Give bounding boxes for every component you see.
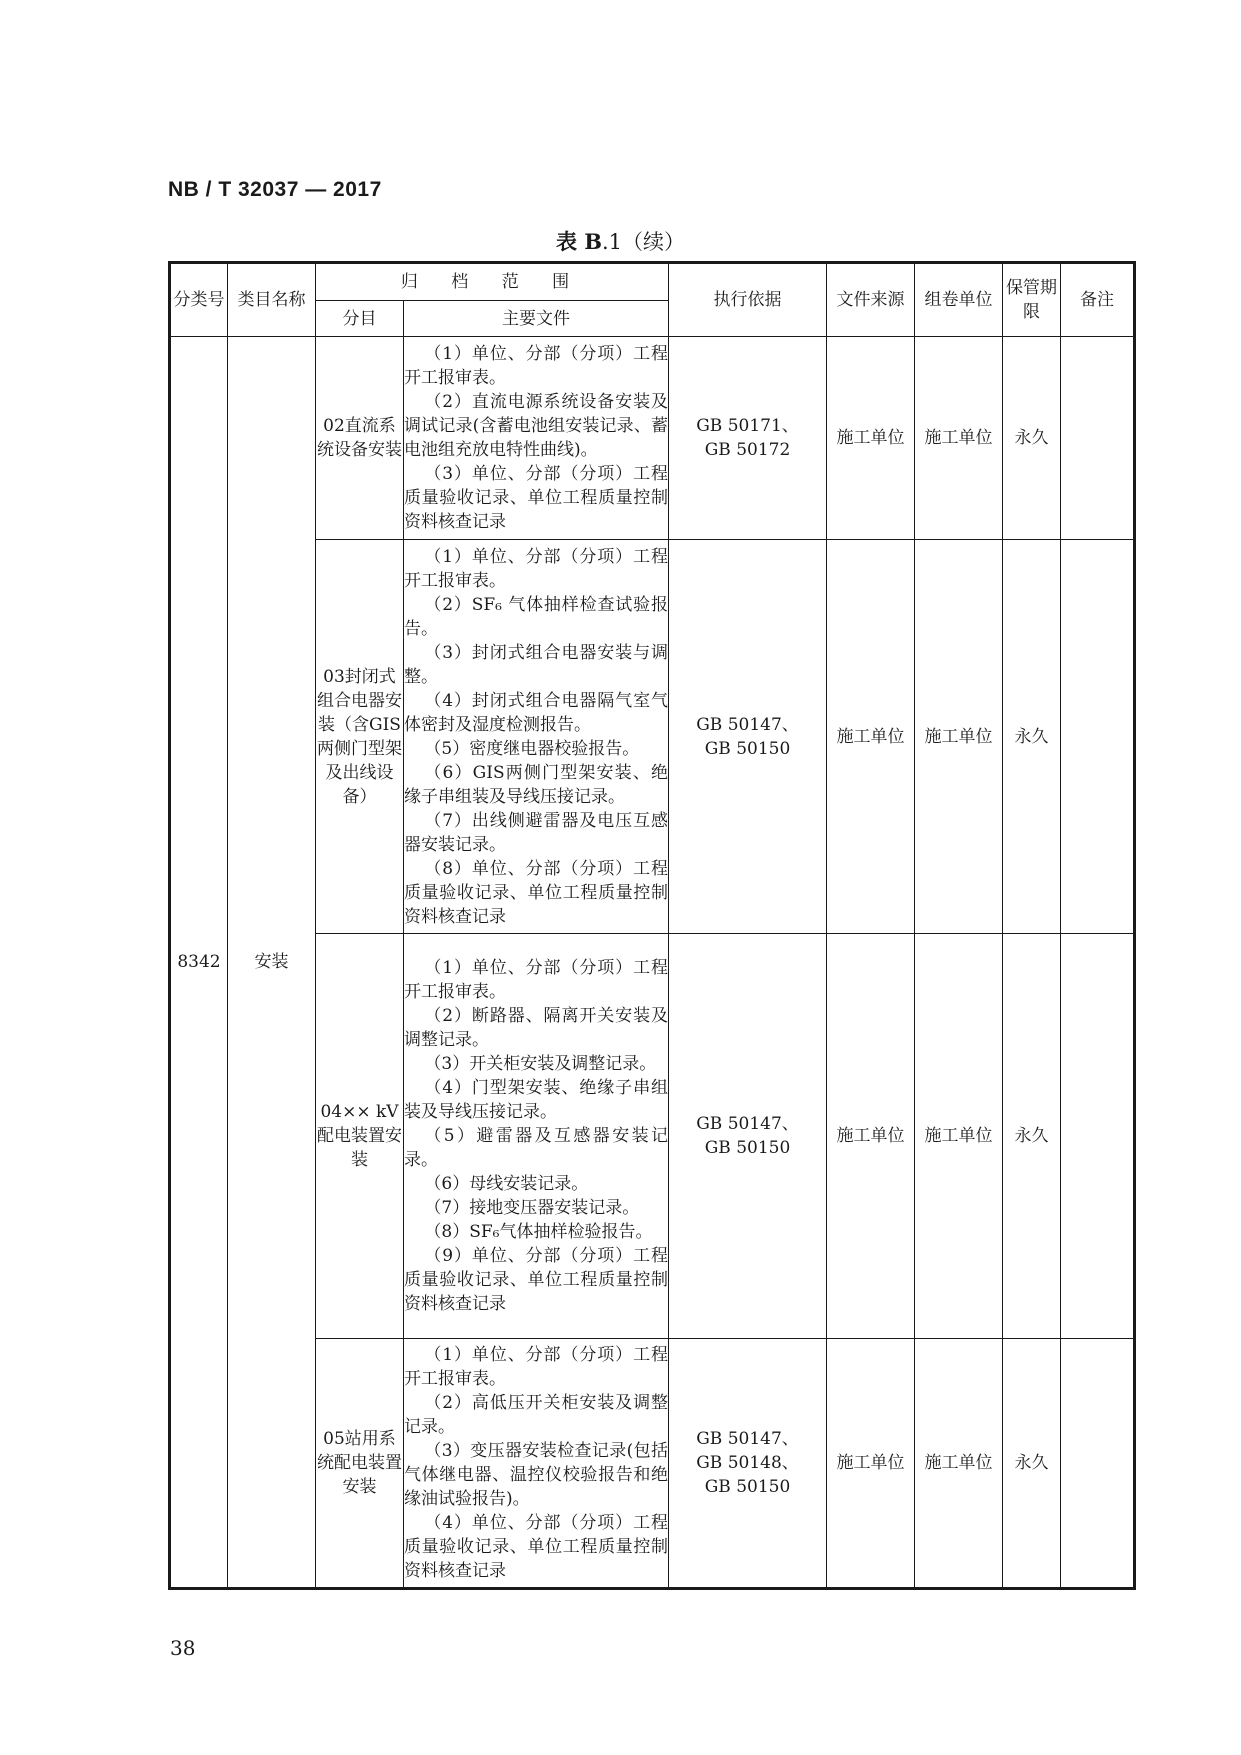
basis-line: GB 50150 — [704, 1138, 791, 1158]
basis-line: GB 50147、 — [696, 714, 799, 735]
document-item: （8）单位、分部（分项）工程质量验收记录、单位工程质量控制资料核查记录 — [404, 858, 668, 927]
document-item: （6）母线安装记录。 — [424, 1174, 589, 1194]
compiler-cell: 施工单位 — [915, 337, 1003, 540]
basis-cell — [669, 1339, 827, 1589]
document-item: （4）单位、分部（分项）工程质量验收记录、单位工程质量控制资料核查记录 — [404, 1513, 668, 1581]
documents-cell — [404, 337, 669, 540]
standard-code: NB / T 32037 — 2017 — [168, 178, 382, 201]
documents-cell — [404, 934, 669, 1339]
table-title-suffix: .1（续） — [602, 230, 686, 254]
document-item: （8）SF₆气体抽样检验报告。 — [424, 1222, 653, 1242]
basis-line: GB 50150 — [704, 738, 791, 759]
header-documents: 主要文件 — [404, 301, 669, 337]
category-name: 安装 — [228, 337, 316, 1589]
document-item: （5）避雷器及互感器安装记录。 — [404, 1126, 668, 1170]
table-title-label: 表 B — [555, 229, 602, 254]
document-item: （2）高低压开关柜安装及调整记录。 — [404, 1393, 668, 1437]
category-code: 8342 — [170, 337, 228, 1589]
document-item: （6）GIS两侧门型架安装、绝缘子串组装及导线压接记录。 — [404, 762, 668, 807]
compiler-cell: 施工单位 — [915, 934, 1003, 1339]
compiler-cell: 施工单位 — [915, 1339, 1003, 1589]
document-item: （1）单位、分部（分项）工程开工报审表。 — [404, 546, 668, 591]
remarks-cell — [1061, 1339, 1135, 1589]
header-subcategory: 分目 — [316, 301, 404, 337]
remarks-cell — [1061, 934, 1135, 1339]
basis-line: GB 50172 — [704, 440, 791, 460]
basis-line: GB 50147、 — [696, 1114, 799, 1134]
basis-line: GB 50148、 — [696, 1453, 799, 1473]
header-code: 分类号 — [170, 263, 228, 337]
compiler-cell: 施工单位 — [915, 540, 1003, 934]
table-title — [0, 226, 1241, 256]
subcategory-cell: 04×× kV配电装置安装 — [316, 934, 404, 1339]
retention-cell: 永久 — [1003, 934, 1061, 1339]
remarks-cell — [1061, 540, 1135, 934]
document-item: （3）封闭式组合电器安装与调整。 — [404, 642, 668, 687]
archive-scope-table — [168, 261, 1136, 1590]
document-item: （5）密度继电器校验报告。 — [424, 738, 640, 759]
basis-line: GB 50171、 — [696, 416, 799, 436]
source-cell: 施工单位 — [827, 934, 915, 1339]
retention-cell: 永久 — [1003, 1339, 1061, 1589]
document-item: （7）出线侧避雷器及电压互感器安装记录。 — [404, 810, 668, 855]
source-cell: 施工单位 — [827, 1339, 915, 1589]
header-compiler: 组卷单位 — [915, 263, 1003, 337]
document-item: （1）单位、分部（分项）工程开工报审表。 — [404, 344, 668, 388]
remarks-cell — [1061, 337, 1135, 540]
source-cell: 施工单位 — [827, 337, 915, 540]
document-item: （1）单位、分部（分项）工程开工报审表。 — [404, 1345, 668, 1389]
document-item: （4）门型架安装、绝缘子串组装及导线压接记录。 — [404, 1078, 668, 1122]
retention-cell: 永久 — [1003, 540, 1061, 934]
basis-cell — [669, 934, 827, 1339]
document-item: （3）开关柜安装及调整记录。 — [424, 1054, 657, 1074]
table-row — [170, 337, 1135, 540]
document-item: （1）单位、分部（分项）工程开工报审表。 — [404, 958, 668, 1002]
header-retention: 保管期限 — [1003, 263, 1061, 337]
document-item: （3）变压器安装检查记录(包括气体继电器、温控仪校验报告和绝缘油试验报告)。 — [404, 1441, 668, 1509]
header-category: 类目名称 — [228, 263, 316, 337]
header-source: 文件来源 — [827, 263, 915, 337]
page-number: 38 — [170, 1636, 196, 1660]
header-remarks: 备注 — [1061, 263, 1135, 337]
subcategory-cell: 02直流系统设备安装 — [316, 337, 404, 540]
source-cell: 施工单位 — [827, 540, 915, 934]
header-scope: 归 档 范 围 — [316, 263, 669, 301]
subcategory-cell: 03封闭式组合电器安装（含GIS两侧门型架及出线设备） — [316, 540, 404, 934]
document-item: （2）断路器、隔离开关安装及调整记录。 — [404, 1006, 668, 1050]
document-item: （2）SF₆ 气体抽样检查试验报告。 — [404, 594, 668, 639]
subcategory-cell: 05站用系统配电装置安装 — [316, 1339, 404, 1589]
basis-cell — [669, 337, 827, 540]
retention-cell: 永久 — [1003, 337, 1061, 540]
document-item: （2）直流电源系统设备安装及调试记录(含蓄电池组安装记录、蓄电池组充放电特性曲线)。 — [404, 392, 668, 460]
documents-cell — [404, 1339, 669, 1589]
basis-cell — [669, 540, 827, 934]
document-item: （9）单位、分部（分项）工程质量验收记录、单位工程质量控制资料核查记录 — [404, 1246, 668, 1314]
document-item: （7）接地变压器安装记录。 — [424, 1198, 640, 1218]
document-item: （4）封闭式组合电器隔气室气体密封及湿度检测报告。 — [404, 690, 668, 735]
header-basis: 执行依据 — [669, 263, 827, 337]
basis-line: GB 50150 — [704, 1477, 791, 1497]
basis-line: GB 50147、 — [696, 1429, 799, 1449]
documents-cell — [404, 540, 669, 934]
document-item: （3）单位、分部（分项）工程质量验收记录、单位工程质量控制资料核查记录 — [404, 464, 668, 532]
